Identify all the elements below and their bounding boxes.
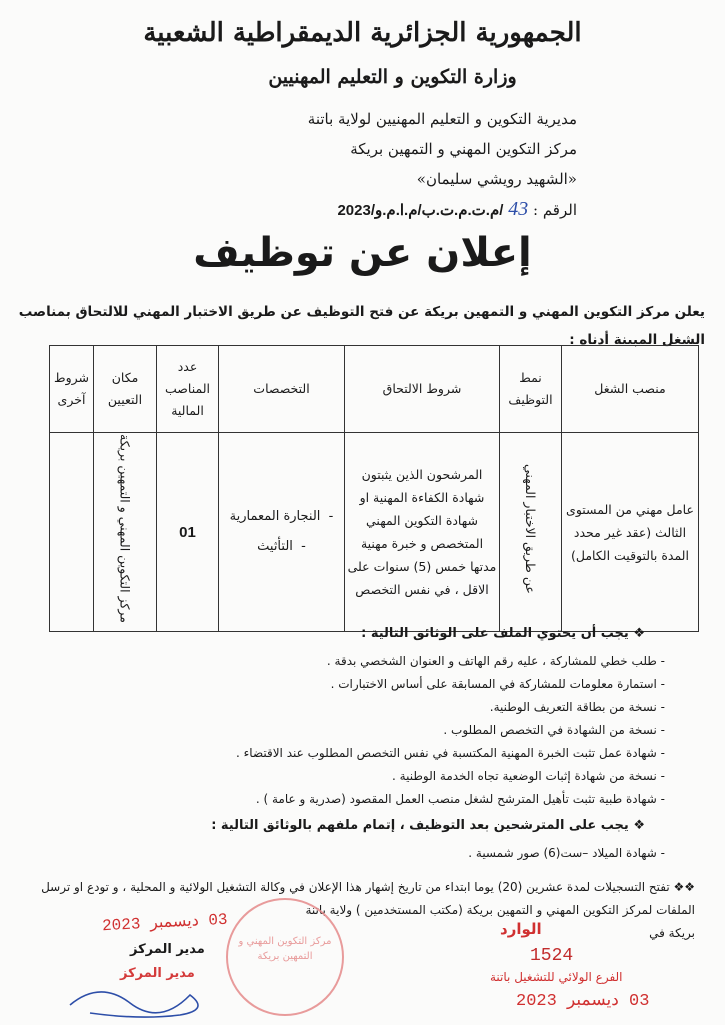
table-row [50,433,699,632]
header-location: مكان التعيين [94,346,157,433]
issue-date-stamp: 03 ديسمبر 2023 [101,910,229,936]
ministry-heading: وزارة التكوين و التعليم المهنيين [268,66,517,88]
after-hiring-list [468,842,665,865]
header-recruitment-mode: نمط التوظيف [500,346,562,433]
signature-stamp: مدير المركز [120,966,195,981]
location-text: مركز التكوين المهني و التمهين بريكة [117,434,133,624]
documents-list [236,650,665,811]
header-conditions: شروط الالتحاق [345,346,500,433]
recruitment-mode-text: عن طريق الاختبار المهني [523,463,538,594]
intro-paragraph: يعلن مركز التكوين المهني و التمهين بريكة عن فتح التوظيف عن طريق الاختبار المهني للالتحاق بمناصب الشغل المبينة أدناه : [18,304,705,348]
announcement-title: إعلان عن توظيف [193,230,532,276]
jobs-table [49,345,699,632]
signature-title: مدير المركز [130,942,205,957]
header-other: شروط آخرى [50,346,94,433]
closing-paragraph: ❖❖ تفتح التسجيلات لمدة عشرين (20) يوما ابتداء من تاريخ إشهار هذا الإعلان في وكالة التشغيل الولائية و المحلية ، و تودع او ترسل الملفات لمركز التكوين المهني و التمهين بريكة (مكتب المستخدمين ) ولاية باتنة بريكة في [41,880,695,940]
signature-scribble [60,975,220,1025]
round-seal [226,898,344,1016]
reference-suffix: /م.ت.م.ت.ب/م.ا.م.و/2023 [337,202,504,219]
cell-conditions: المرشحون الذين يثبتون شهادة الكفاءة المهنية او شهادة التكوين المهني المتخصص و خبرة مهنية مدتها خمس (5) سنوات على الاقل ، في نفس التخصص [345,433,500,632]
list-item: - شهادة طبية تثبت تأهيل المترشح لشغل منصب العمل المقصود (صدرية و عامة ) . [236,788,665,811]
list-item: - شهادة الميلاد –ست(6) صور شمسية . [468,842,665,865]
cell-position: عامل مهني من المستوى الثالث (عقد غير محدد المدة بالتوقيت الكامل) [562,433,699,632]
header-specialties: التخصصات [219,346,345,433]
list-item: - نسخة من الشهادة في التخصص المطلوب . [236,719,665,742]
cell-count: 01 [157,433,219,632]
list-item: - طلب خطي للمشاركة ، عليه رقم الهاتف و العنوان الشخصي بدقة . [236,650,665,673]
header-count: عدد المناصب المالية [157,346,219,433]
list-item: - استمارة معلومات للمشاركة في المسابقة على أساس الاختبارات . [236,673,665,696]
center-line: مركز التكوين المهني و التمهين بريكة [350,140,577,158]
specialty-item: - التأثيث [257,539,306,554]
reference-label: الرقم : [533,201,577,219]
reference-number-handwritten: 43 [508,198,529,220]
received-stamp-number: 1524 [530,946,574,966]
republic-heading: الجمهورية الجزائرية الديمقراطية الشعبية [143,18,582,48]
specialties-list [220,502,343,562]
table-header-row [50,346,699,433]
cell-recruitment-mode [500,433,562,632]
received-stamp-office: الفرع الولائي للتشغيل باتنة [490,970,623,984]
directorate-line: مديرية التكوين و التعليم المهنيين لولاية باتنة [307,110,577,128]
cell-location [94,433,157,632]
closing-place: بريكة في [649,926,695,940]
list-item: - نسخة من بطاقة التعريف الوطنية. [236,696,665,719]
received-stamp-date: 03 ديسمبر 2023 [516,992,650,1011]
specialty-item: - النجارة المعمارية [229,509,334,524]
documents-heading: ❖ يجب أن يحتوي الملف على الوثائق التالية : [361,626,645,641]
reference-line [337,198,577,221]
header-position: منصب الشغل [562,346,699,433]
received-stamp-label: الوارد [500,920,542,938]
cell-other [50,433,94,632]
list-item: - نسخة من شهادة إثبات الوضعية تجاه الخدمة الوطنية . [236,765,665,788]
list-item: - شهادة عمل تثبت الخبرة المهنية المكتسبة في نفس التخصص المطلوب عند الاقتضاء . [236,742,665,765]
round-seal-text: مركز التكوين المهني و التمهين بريكة [238,936,332,962]
cell-specialties [219,433,345,632]
after-hiring-heading: ❖ يجب على المترشحين بعد التوظيف ، إتمام ملفهم بالوثائق التالية : [211,818,645,833]
center-name-line: «الشهيد رويشي سليمان» [416,170,577,188]
